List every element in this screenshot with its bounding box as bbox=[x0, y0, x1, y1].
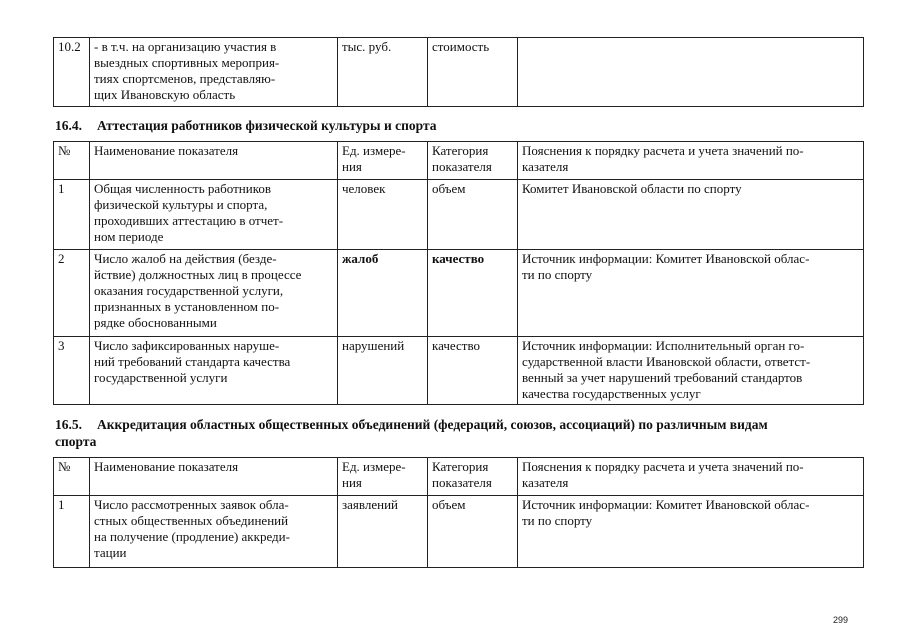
notes-cell bbox=[518, 38, 864, 107]
header-category: Категория показателя bbox=[428, 458, 518, 496]
attestation-table bbox=[53, 141, 864, 405]
row-num-cell: 1 bbox=[54, 180, 90, 250]
indicator-name-cell: Число зафиксированных наруше- ний требований стандарта качества государственной услуги bbox=[90, 337, 338, 405]
table-row bbox=[54, 496, 864, 568]
section-heading-16-5: 16.5. Аккредитация областных общественных объединений (федераций, союзов, ассоциаций) по различным видам спорта bbox=[55, 417, 768, 449]
indicator-name-cell: Число рассмотренных заявок обла- стных общественных объединений на получение (продление) аккреди- тации bbox=[90, 496, 338, 568]
header-notes: Пояснения к порядку расчета и учета значений по- казателя bbox=[518, 142, 864, 180]
indicator-name-cell: Общая численность работников физической культуры и спорта, проходивших аттестацию в отчет- ном периоде bbox=[90, 180, 338, 250]
header-num: № bbox=[54, 142, 90, 180]
indicator-name-cell: Число жалоб на действия (безде- йствие) должностных лиц в процессе оказания государственной услуги, признанных в установленном по- рядке обоснованными bbox=[90, 250, 338, 337]
category-cell: качество bbox=[428, 337, 518, 405]
notes-cell: Источник информации: Исполнительный орган го- сударственной власти Ивановской области, ответст- венный за учет нарушений требований стандартов качества государственных услуг bbox=[518, 337, 864, 405]
row-num-cell: 2 bbox=[54, 250, 90, 337]
row-num-cell: 10.2 bbox=[54, 38, 90, 107]
category-cell: качество bbox=[428, 250, 518, 337]
page-number: 299 bbox=[833, 615, 849, 625]
table-row bbox=[54, 180, 864, 250]
unit-cell: человек bbox=[338, 180, 428, 250]
accreditation-table bbox=[53, 457, 864, 568]
notes-cell: Источник информации: Комитет Ивановской облас- ти по спорту bbox=[518, 250, 864, 337]
table-header-row bbox=[54, 142, 864, 180]
unit-cell: нарушений bbox=[338, 337, 428, 405]
row-num-cell: 3 bbox=[54, 337, 90, 405]
row-num-cell: 1 bbox=[54, 496, 90, 568]
header-name: Наименование показателя bbox=[90, 458, 338, 496]
header-unit: Ед. измере- ния bbox=[338, 142, 428, 180]
section-heading-16-4: 16.4. Аттестация работников физической культуры и спорта bbox=[55, 118, 437, 133]
table-row bbox=[54, 337, 864, 405]
category-cell: объем bbox=[428, 180, 518, 250]
table-row bbox=[54, 250, 864, 337]
notes-cell: Комитет Ивановской области по спорту bbox=[518, 180, 864, 250]
top-table bbox=[53, 37, 864, 107]
header-notes: Пояснения к порядку расчета и учета значений по- казателя bbox=[518, 458, 864, 496]
unit-cell: заявлений bbox=[338, 496, 428, 568]
header-name: Наименование показателя bbox=[90, 142, 338, 180]
header-unit: Ед. измере- ния bbox=[338, 458, 428, 496]
table-header-row bbox=[54, 458, 864, 496]
indicator-name-cell: - в т.ч. на организацию участия в выездных спортивных мероприя- тиях спортсменов, представляю- щих Ивановскую область bbox=[90, 38, 338, 107]
category-cell: стоимость bbox=[428, 38, 518, 107]
category-cell: объем bbox=[428, 496, 518, 568]
table-row bbox=[54, 38, 864, 107]
header-num: № bbox=[54, 458, 90, 496]
notes-cell: Источник информации: Комитет Ивановской облас- ти по спорту bbox=[518, 496, 864, 568]
header-category: Категория показателя bbox=[428, 142, 518, 180]
unit-cell: тыс. руб. bbox=[338, 38, 428, 107]
unit-cell: жалоб bbox=[338, 250, 428, 337]
